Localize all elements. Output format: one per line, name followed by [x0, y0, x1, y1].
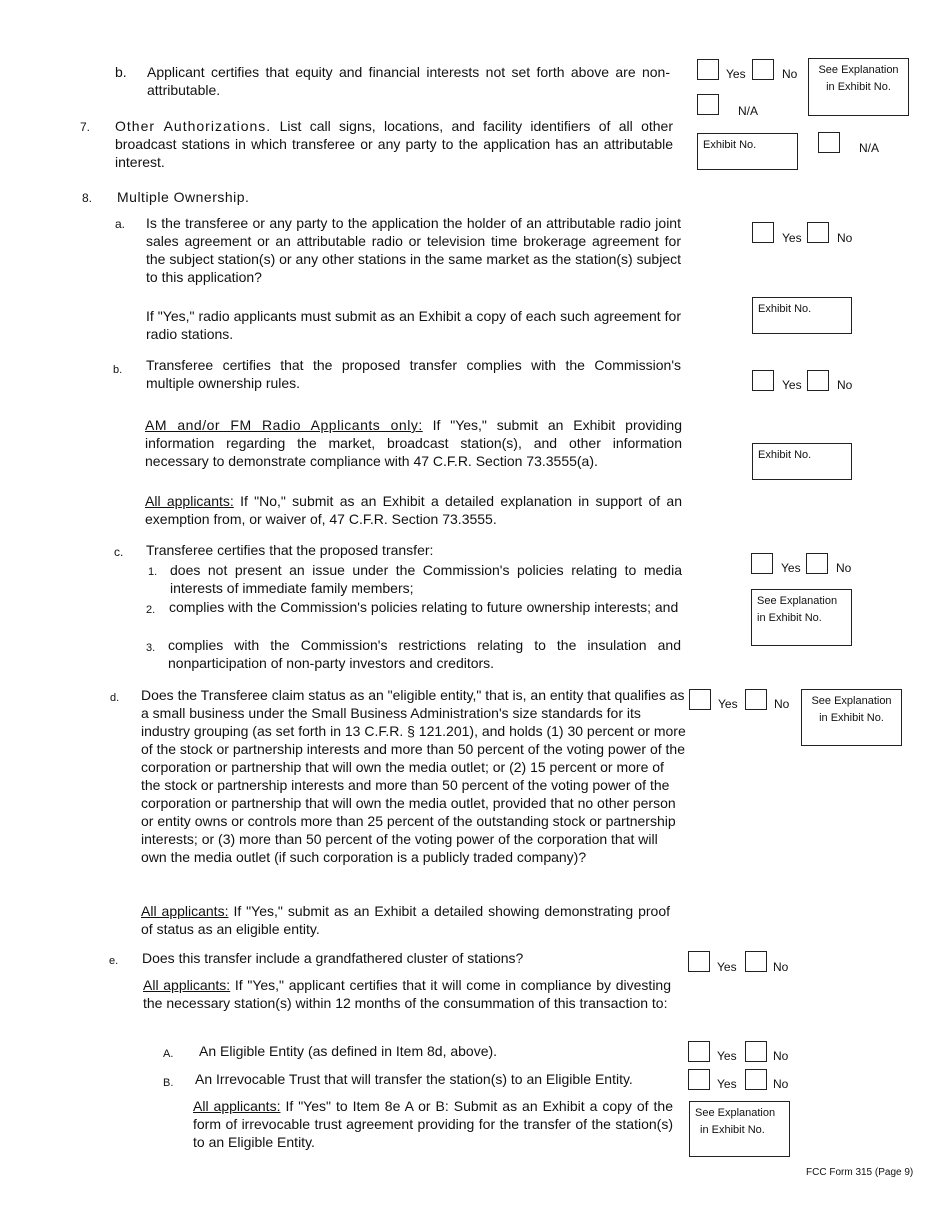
- item-8c-explanation-box[interactable]: [751, 589, 852, 646]
- item-8e-A-yes-checkbox[interactable]: [688, 1041, 710, 1062]
- item-8a-question: Is the transferee or any party to the application the holder of an attributable radio joint sales agreement or an attributable radio or television time brokerage agreement for the subject station(s) or any other stations in the same market as the station(s) subject to this application?: [146, 215, 681, 285]
- item-8b-am-fm-text: If "Yes," submit an Exhibit providing information regarding the market, broadcast station(s), and other information necessary to demonstrate compliance with 47 C.F.R. Section 73.3555(a).: [145, 417, 682, 469]
- see-explanation-text: See Explanation: [757, 595, 838, 607]
- item-8a-yes-checkbox[interactable]: [752, 222, 774, 243]
- item-8e-A-text: An Eligible Entity (as defined in Item 8d, above).: [199, 1043, 498, 1059]
- yes-label: Yes: [782, 231, 802, 245]
- item-8e-A-no-checkbox[interactable]: [745, 1041, 767, 1062]
- item-8c-1-number: 1.: [148, 566, 158, 578]
- item-8-title: Multiple Ownership.: [117, 189, 250, 205]
- in-exhibit-text: in Exhibit No.: [826, 81, 891, 93]
- item-8e-trust-note: [193, 1097, 673, 1151]
- item-7-text: [115, 117, 673, 171]
- item-8b-exhibit-box[interactable]: [752, 443, 852, 480]
- item-8a-note: If "Yes," radio applicants must submit as an Exhibit a copy of each such agreement for radio stations.: [146, 308, 681, 342]
- item-8e-yes-checkbox[interactable]: [688, 951, 710, 972]
- item-8c-2-text: complies with the Commission's policies relating to future ownership interests; and: [169, 599, 679, 615]
- item-8e-B-no-checkbox[interactable]: [745, 1069, 767, 1090]
- see-explanation-text: See Explanation: [695, 1107, 776, 1119]
- yes-label: Yes: [781, 561, 801, 575]
- no-label: No: [837, 378, 853, 392]
- item-8d-no-checkbox[interactable]: [745, 689, 767, 710]
- no-label: No: [773, 1049, 789, 1063]
- item-8b-question: Transferee certifies that the proposed transfer complies with the Commission's multiple ownership rules.: [146, 357, 681, 391]
- item-8d-explanation-box[interactable]: [801, 689, 902, 746]
- item-8b-am-fm-note: [145, 416, 682, 470]
- item-8e-all-label: All applicants:: [143, 977, 231, 993]
- item-8e-explanation-box[interactable]: [689, 1101, 790, 1157]
- no-label: No: [782, 67, 798, 81]
- item-6b-letter: b.: [115, 64, 127, 80]
- no-label: No: [773, 1077, 789, 1091]
- page-footer: FCC Form 315 (Page 9): [806, 1167, 914, 1178]
- yes-label: Yes: [718, 697, 738, 711]
- item-8c-yes-checkbox[interactable]: [751, 553, 773, 574]
- item-8b-all-text: If "No," submit as an Exhibit a detailed explanation in support of an exemption from, or waiver of, 47 C.F.R. Section 73.3555.: [145, 493, 683, 527]
- item-7-title: Other Authorizations.: [115, 118, 272, 134]
- item-8e-note-text: If "Yes" to Item 8e A or B: Submit as an Exhibit a copy of the form of irrevocable trust agreement providing for the transfer of the station(s) to an Eligible Entity.: [193, 1098, 674, 1150]
- item-8c-1-text: does not present an issue under the Commission's policies relating to media interests of immediate family members;: [170, 562, 682, 596]
- item-8c-letter: c.: [114, 545, 124, 559]
- item-8e-B-yes-checkbox[interactable]: [688, 1069, 710, 1090]
- item-8d-yes-checkbox[interactable]: [689, 689, 711, 710]
- item-8-number: 8.: [82, 191, 93, 205]
- item-8c-no-checkbox[interactable]: [806, 553, 828, 574]
- item-8a-no-checkbox[interactable]: [807, 222, 829, 243]
- item-8e-no-checkbox[interactable]: [745, 951, 767, 972]
- yes-label: Yes: [717, 960, 737, 974]
- see-explanation-text: See Explanation: [811, 695, 892, 707]
- item-8c-2-number: 2.: [146, 604, 156, 616]
- item-8e-B-text: An Irrevocable Trust that will transfer the station(s) to an Eligible Entity.: [195, 1071, 633, 1087]
- item-7-exhibit-box[interactable]: [697, 133, 798, 170]
- item-6b-yes-checkbox[interactable]: [697, 59, 719, 80]
- item-7-body: List call signs, locations, and facility identifiers of all other broadcast stations in which transferee or any party to the application has an attributable interest.: [115, 118, 673, 170]
- yes-label: Yes: [726, 67, 746, 81]
- item-7-na-checkbox[interactable]: [818, 132, 840, 153]
- item-8d-all-label: All applicants:: [141, 903, 229, 919]
- item-6b-explanation-box[interactable]: [808, 58, 909, 116]
- item-8d-all-note: [141, 902, 670, 938]
- yes-label: Yes: [717, 1077, 737, 1091]
- item-8e-all-text: If "Yes," applicant certifies that it will come in compliance by divesting the necessary station(s) within 12 months of the consummation of this transaction to:: [143, 977, 671, 1011]
- na-label: N/A: [738, 104, 759, 118]
- item-6b-no-checkbox[interactable]: [752, 59, 774, 80]
- item-8e-A-letter: A.: [163, 1048, 174, 1060]
- no-label: No: [837, 231, 853, 245]
- item-8c-intro: Transferee certifies that the proposed transfer:: [146, 542, 434, 558]
- item-8e-B-letter: B.: [163, 1077, 174, 1089]
- item-7-number: 7.: [80, 120, 91, 134]
- item-6b-text: Applicant certifies that equity and financial interests not set forth above are non-attributable.: [147, 64, 670, 98]
- exhibit-no-text: Exhibit No.: [703, 139, 757, 151]
- item-8b-letter: b.: [113, 364, 123, 376]
- no-label: No: [773, 960, 789, 974]
- in-exhibit-text: in Exhibit No.: [757, 612, 822, 624]
- item-8d-question: Does the Transferee claim status as an "eligible entity," that is, an entity that qualifies as a small business under the Small Business Administration's size standards for its industry grouping (as set forth in 13 C.F.R. § 121.201), and holds (1) 30 percent or more of the stock or partnership interests and more than 50 percent of the voting power of the corporation or partnership that will own the media outlet; or (2) 15 percent or more of the stock or partnership interests and more than 50 percent of the voting power of the corporation or partnership that will own the media outlet, provided that no other person or entity owns or controls more than 25 percent of the outstanding stock or partnership interests; or (3) more than 50 percent of the voting power of the corporation that will own the media outlet (if such corporation is a publicly traded company)?: [141, 687, 686, 865]
- see-explanation-text: See Explanation: [818, 64, 899, 76]
- item-8e-letter: e.: [109, 955, 119, 967]
- exhibit-no-text: Exhibit No.: [758, 449, 812, 461]
- item-8e-all-note: [143, 976, 671, 1012]
- yes-label: Yes: [717, 1049, 737, 1063]
- yes-label: Yes: [782, 378, 802, 392]
- item-8a-letter: a.: [115, 217, 126, 231]
- item-8b-yes-checkbox[interactable]: [752, 370, 774, 391]
- item-8e-note-label: All applicants:: [193, 1098, 281, 1114]
- exhibit-no-text: Exhibit No.: [758, 303, 812, 315]
- no-label: No: [774, 697, 790, 711]
- item-6b-na-checkbox[interactable]: [697, 94, 719, 115]
- item-8a-exhibit-box[interactable]: [752, 297, 852, 334]
- item-8e-question: Does this transfer include a grandfathered cluster of stations?: [142, 950, 524, 966]
- item-8c-3-number: 3.: [146, 642, 156, 654]
- item-8d-letter: d.: [110, 692, 120, 704]
- item-8d-all-text: If "Yes," submit as an Exhibit a detailed showing demonstrating proof of status as an eligible entity.: [141, 903, 670, 937]
- item-8b-no-checkbox[interactable]: [807, 370, 829, 391]
- in-exhibit-text: in Exhibit No.: [700, 1124, 765, 1136]
- na-label: N/A: [859, 141, 880, 155]
- item-8b-am-fm-label: AM and/or FM Radio Applicants only:: [145, 417, 423, 433]
- item-8b-all-note: [145, 492, 682, 528]
- in-exhibit-text: in Exhibit No.: [819, 712, 884, 724]
- item-8b-all-label: All applicants:: [145, 493, 234, 509]
- no-label: No: [836, 561, 852, 575]
- item-8c-3-text: complies with the Commission's restrictions relating to the insulation and nonparticipation of non-party investors and creditors.: [168, 637, 681, 671]
